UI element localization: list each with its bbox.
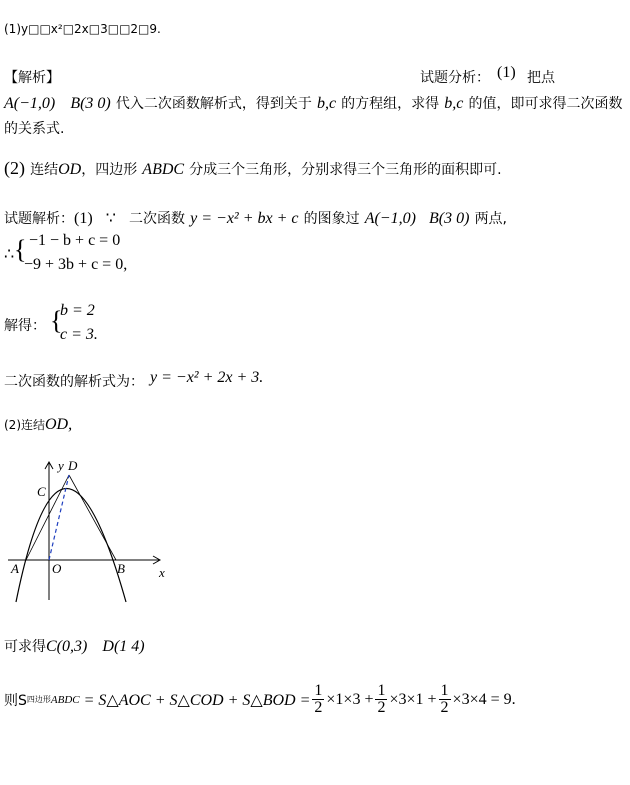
- equation-1: −1 − b + c = 0: [29, 232, 121, 249]
- solve-label: 解得：: [4, 318, 46, 334]
- part2-heading: [4, 414, 72, 434]
- step2-od: OD: [58, 161, 82, 178]
- result-label: 二次函数的解析式为：: [4, 374, 144, 390]
- analysis-text3: 的值，即可求得二次函数: [468, 96, 623, 112]
- because-symbol: ∵: [105, 210, 116, 227]
- analysis-step1-num: (1): [497, 64, 516, 81]
- fraction-1-den: 2: [314, 699, 323, 716]
- fraction-1-num: 1: [314, 682, 323, 699]
- label-a: A: [11, 561, 19, 576]
- label-d: D: [68, 458, 78, 473]
- analysis-step1-word: 把点: [527, 70, 555, 86]
- equation-2: −9 + 3b + c = 0,: [24, 256, 128, 273]
- analysis-line1: [4, 93, 622, 113]
- area-line: [4, 683, 516, 716]
- analysis-step2: [4, 158, 502, 179]
- step2-abdc: ABDC: [142, 161, 185, 178]
- fraction-1: [312, 683, 324, 716]
- solution-point-b: B(3 0): [429, 210, 470, 227]
- result-equation: y = −x² + 2x + 3.: [150, 369, 264, 386]
- label-x: x: [159, 565, 165, 580]
- solution-brace: {: [50, 306, 63, 335]
- step2-text2: ，四边形: [81, 162, 138, 178]
- area-prefix: 则S: [4, 692, 27, 709]
- part2-label: (2)连结: [4, 418, 45, 432]
- cd-point-d: D(1 4): [102, 638, 145, 655]
- therefore-symbol: ∴: [4, 246, 15, 263]
- solution-title: 试题解析：: [4, 211, 74, 227]
- solution-line1: [4, 208, 507, 228]
- parabola-figure: [4, 455, 174, 605]
- solution-p1-text2: 的图象过: [303, 211, 360, 227]
- label-c: C: [37, 484, 46, 499]
- segment-db: [69, 475, 116, 560]
- system-brace: {: [14, 235, 27, 264]
- cd-text: 可求得: [4, 639, 46, 655]
- cd-line: [4, 636, 145, 656]
- step2-num: (2): [4, 158, 25, 178]
- solution-point-a: A(−1,0): [364, 210, 416, 227]
- fraction-2-num: 1: [377, 682, 386, 699]
- area-sub-small: 四边形: [26, 695, 51, 704]
- area-sub: ABDC: [50, 693, 80, 706]
- fraction-2: [375, 683, 387, 716]
- solution-b: b = 2: [60, 302, 95, 319]
- term-1: ×1×3 +: [326, 690, 374, 708]
- analysis-vars2: b,c: [444, 95, 464, 112]
- area-equation: = S△AOC + S△COD + S△BOD =: [83, 691, 311, 709]
- term-2: ×3×1 +: [389, 690, 437, 708]
- term-3: ×3×4 = 9.: [452, 690, 516, 708]
- label-y: y: [58, 458, 64, 473]
- fraction-3-den: 2: [440, 699, 449, 716]
- label-b: B: [117, 561, 125, 576]
- analysis-text2: 的方程组，求得: [341, 96, 440, 112]
- cd-point-c: C(0,3): [46, 638, 88, 655]
- analysis-label: 【解析】: [4, 70, 60, 86]
- header-line: (1)y□□x²□2x□3□□2□9.: [4, 22, 161, 36]
- fraction-3: [439, 683, 451, 716]
- analysis-line2: 的关系式.: [4, 121, 65, 137]
- solution-p1-text3: 两点,: [474, 211, 508, 227]
- step2-text3: 分成三个三角形，分别求得三个三角形的面积即可.: [189, 162, 502, 178]
- label-o: O: [52, 561, 62, 576]
- point-a: A(−1,0): [4, 95, 56, 112]
- solution-p1-num: (1): [74, 210, 93, 227]
- step2-text1: 连结: [30, 162, 59, 178]
- parabola-curve: [16, 489, 126, 603]
- analysis-text1: 代入二次函数解析式，得到关于: [115, 96, 312, 112]
- solution-c: c = 3.: [60, 326, 98, 343]
- fraction-2-den: 2: [377, 699, 386, 716]
- segment-ad: [26, 475, 69, 560]
- part2-od: OD,: [45, 416, 73, 433]
- solution-p1-text1: 二次函数: [129, 211, 186, 227]
- analysis-vars: b,c: [316, 95, 337, 112]
- fraction-3-num: 1: [440, 682, 449, 699]
- segment-od-dashed: [49, 475, 69, 560]
- analysis-title: 试题分析：: [420, 70, 490, 86]
- solution-func: y = −x² + bx + c: [190, 210, 299, 227]
- point-b: B(3 0): [70, 95, 111, 112]
